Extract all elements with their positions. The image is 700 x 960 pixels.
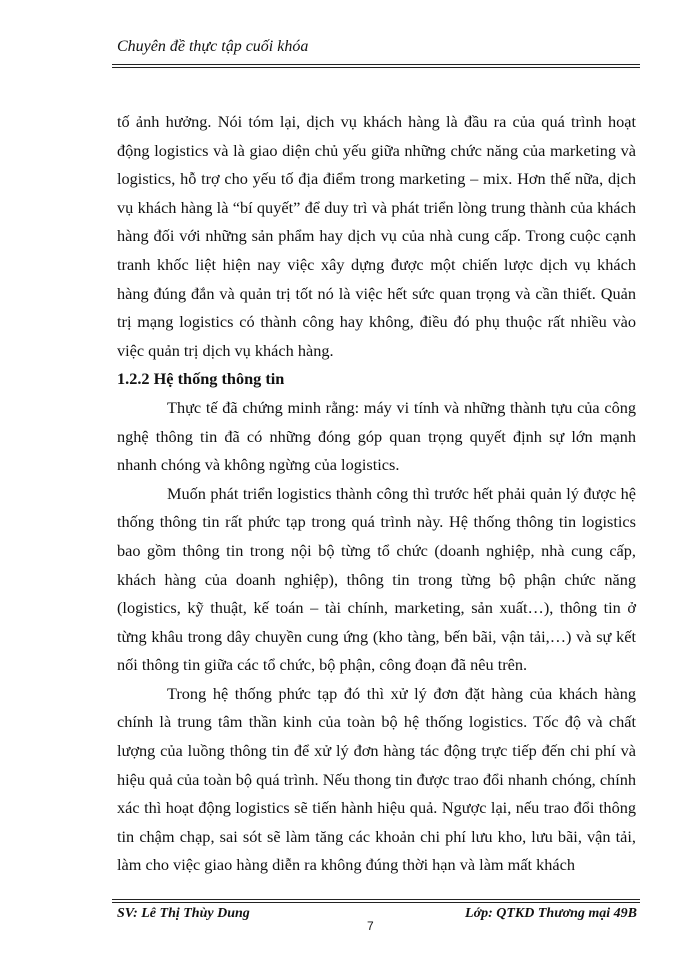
section-heading: 1.2.2 Hệ thống thông tin xyxy=(117,369,285,389)
paragraph: Muốn phát triển logistics thành công thì trước hết phải quản lý được hệ thống thông tin rất phức tạp trong quá trình này. Hệ thống thông tin logistics bao gồm thông tin trong nội bộ từng tổ chức (doanh nghiệp, nhà cung cấp, khách hàng của doanh nghiệp), thông tin trong từng bộ phận chức năng (logistics, kỹ thuật, kế toán – tài chính, marketing, sản xuất…), thông tin ở từng khâu trong dây chuyền cung ứng (kho tàng, bến bãi, vận tải,…) và sự kết nối thông tin giữa các tổ chức, bộ phận, công đoạn đã nêu trên. xyxy=(117,483,636,675)
page-number: 7 xyxy=(367,919,374,933)
paragraph: Trong hệ thống phức tạp đó thì xử lý đơn đặt hàng của khách hàng chính là trung tâm thần kinh của toàn bộ hệ thống logistics. Tốc độ và chất lượng của luồng thông tin để xử lý đơn hàng tác động trực tiếp đến chi phí và hiệu quả của toàn bộ quá trình. Nếu thong tin được trao đổi nhanh chóng, chính xác thì hoạt động logistics sẽ tiến hành hiệu quả. Ngược lại, nếu trao đổi thông tin chậm chạp, sai sót sẽ làm tăng các khoản chi phí lưu kho, lưu bãi, vận tải, làm cho việc giao hàng diễn ra không đúng thời hạn và làm mất khách xyxy=(117,683,636,875)
footer-rule xyxy=(112,899,640,903)
header-rule xyxy=(112,64,640,68)
footer-class: Lớp: QTKD Thương mại 49B xyxy=(465,906,637,921)
running-header: Chuyên đề thực tập cuối khóa xyxy=(117,38,309,55)
paragraph: Thực tế đã chứng minh rằng: máy vi tính và những thành tựu của công nghệ thông tin đã có những đóng góp quan trọng quyết định sự lớn mạnh nhanh chóng và không ngừng của logistics. xyxy=(117,397,636,475)
paragraph: tố ảnh hưởng. Nói tóm lại, dịch vụ khách hàng là đầu ra của quá trình hoạt động logistics và là giao diện chủ yếu giữa những chức năng của marketing và logistics, hỗ trợ cho yếu tố địa điểm trong marketing – mix. Hơn thế nữa, dịch vụ khách hàng là “bí quyết” để duy trì và phát triển lòng trung thành của khách hàng đối với những sản phẩm hay dịch vụ của nhà cung cấp. Trong cuộc cạnh tranh khốc liệt hiện nay việc xây dựng được một chiến lược dịch vụ khách hàng đúng đắn và quản trị tốt nó là việc hết sức quan trọng và cần thiết. Quản trị mạng logistics có thành công hay không, điều đó phụ thuộc rất nhiều vào việc quản trị dịch vụ khách hàng. xyxy=(117,112,636,360)
footer-student: SV: Lê Thị Thùy Dung xyxy=(117,906,250,921)
document-body xyxy=(117,108,636,880)
